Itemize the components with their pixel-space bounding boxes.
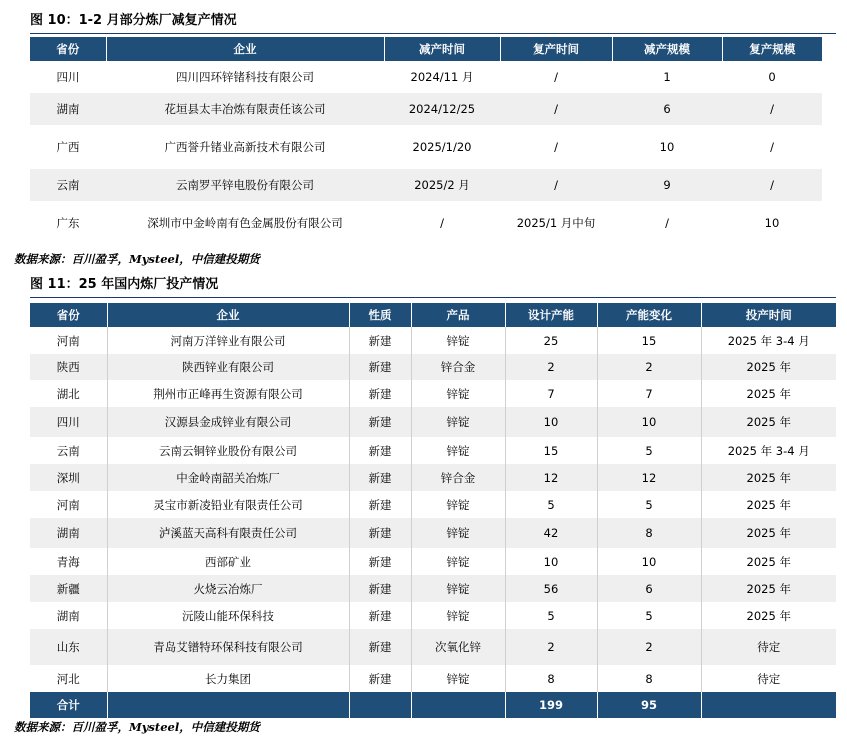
- table-cell: 广东: [56, 216, 80, 230]
- table-row: [30, 380, 836, 407]
- column-header: 性质: [349, 303, 411, 327]
- table-cell: 火烧云冶炼厂: [107, 575, 349, 602]
- table-cell: 6: [612, 93, 722, 125]
- table-cell: /: [554, 140, 558, 154]
- table-cell: 2: [505, 354, 597, 380]
- table-row: [30, 169, 822, 201]
- table-cell: 8: [597, 665, 701, 692]
- table-cell: 5: [505, 602, 597, 629]
- table-cell: 荆州市正峰再生资源有限公司: [107, 380, 349, 407]
- table-cell: /: [500, 93, 612, 125]
- table-row: [30, 327, 836, 354]
- table-row: [30, 629, 836, 665]
- table-cell: 新建: [349, 491, 411, 518]
- table-cell: 青海: [30, 548, 107, 575]
- table-cell: 深圳市中金岭南有色金属股份有限公司: [147, 216, 343, 230]
- table-cell: 锌锭: [411, 407, 505, 437]
- table-cell: 云南: [30, 437, 107, 464]
- table-cell: 8: [505, 665, 597, 692]
- table-cell: 锌锭: [411, 602, 505, 629]
- table-cell: 2025 年: [746, 497, 791, 512]
- table-cell: 2: [597, 354, 701, 380]
- table-cell: 锌合金: [411, 464, 505, 491]
- table-cell: 广西誉升锗业高新技术有限公司: [164, 140, 326, 154]
- column-header: 投产时间: [701, 303, 836, 327]
- column-header: 省份: [30, 303, 107, 327]
- table-row: [30, 125, 822, 169]
- column-header: 减产规模: [612, 37, 722, 61]
- table-cell: 2025 年: [746, 386, 791, 401]
- fig10-title-rule: [30, 33, 836, 34]
- table-cell: 长力集团: [107, 665, 349, 692]
- table-cell: 7: [505, 380, 597, 407]
- column-header: 产品: [411, 303, 505, 327]
- table-cell: /: [770, 140, 774, 154]
- table-cell: 2025 年: [746, 554, 791, 569]
- table-cell: 5: [505, 491, 597, 518]
- total-cell: [411, 692, 505, 718]
- table-cell: /: [665, 216, 669, 230]
- total-cell: [701, 692, 836, 718]
- table-cell: 2025 年 3-4 月: [727, 443, 810, 458]
- table-cell: 10: [505, 407, 597, 437]
- table-cell: 10: [597, 548, 701, 575]
- table-cell: 云南罗平锌电股份有限公司: [106, 169, 384, 201]
- table-cell: 5: [597, 437, 701, 464]
- table-row: [30, 518, 836, 548]
- table-cell: 2024/12/25: [384, 93, 500, 125]
- table-row: [30, 665, 836, 692]
- table-cell: 锌锭: [411, 575, 505, 602]
- table-row: [30, 407, 836, 437]
- table-cell: 新建: [349, 629, 411, 665]
- table-cell: 新疆: [30, 575, 107, 602]
- table-cell: /: [722, 169, 822, 201]
- table-row: [30, 201, 822, 245]
- table-cell: 8: [597, 518, 701, 548]
- table-cell: 15: [505, 437, 597, 464]
- table-cell: 待定: [701, 629, 836, 665]
- table-row: [30, 548, 836, 575]
- table-cell: 锌锭: [411, 380, 505, 407]
- table-cell: 新建: [349, 575, 411, 602]
- table-cell: 25: [505, 327, 597, 354]
- table-row: [30, 602, 836, 629]
- table-cell: 12: [505, 464, 597, 491]
- table-cell: 2: [505, 629, 597, 665]
- table-cell: 0: [768, 70, 776, 84]
- column-header: 企业: [106, 37, 384, 61]
- table-cell: 10: [764, 216, 780, 230]
- table-cell: 河南: [30, 327, 107, 354]
- table-cell: 6: [597, 575, 701, 602]
- table-cell: 汉源县金成锌业有限公司: [107, 407, 349, 437]
- table-cell: 陕西锌业有限公司: [107, 354, 349, 380]
- table-cell: 新建: [349, 602, 411, 629]
- column-header: 设计产能: [505, 303, 597, 327]
- table-cell: 中金岭南韶关冶炼厂: [107, 464, 349, 491]
- table-cell: 2025/2 月: [384, 169, 500, 201]
- column-header: 复产时间: [500, 37, 612, 61]
- table-cell: 新建: [349, 354, 411, 380]
- table-cell: 锌锭: [411, 437, 505, 464]
- table-row: [30, 61, 822, 93]
- table-row: [30, 354, 836, 380]
- table-cell: 2025/1 月中旬: [516, 216, 596, 230]
- table-cell: 湖南: [30, 93, 106, 125]
- table-cell: 云南云铜锌业股份有限公司: [107, 437, 349, 464]
- column-header: 减产时间: [384, 37, 500, 61]
- table-cell: 10: [659, 140, 675, 154]
- table-cell: 河北: [30, 665, 107, 692]
- column-header: 企业: [107, 303, 349, 327]
- table-cell: 2025 年: [701, 518, 836, 548]
- table-cell: 河南万洋锌业有限公司: [107, 327, 349, 354]
- table-row: [30, 491, 836, 518]
- table-cell: 沅陵山能环保科技: [107, 602, 349, 629]
- table-cell: 2025 年 3-4 月: [727, 333, 810, 348]
- table-cell: 42: [505, 518, 597, 548]
- table-cell: 四川四环锌锗科技有限公司: [176, 70, 314, 84]
- table-cell: 2025 年: [746, 608, 791, 623]
- total-row: [30, 692, 836, 718]
- table-cell: 2025 年: [701, 407, 836, 437]
- table-cell: 广西: [56, 140, 80, 154]
- table-header-row: [30, 303, 836, 327]
- fig11-table: [30, 303, 836, 718]
- column-header: 产能变化: [597, 303, 701, 327]
- total-cell: [349, 692, 411, 718]
- table-cell: 陕西: [30, 354, 107, 380]
- table-cell: 深圳: [30, 464, 107, 491]
- table-cell: 湖南: [30, 602, 107, 629]
- table-header-row: [30, 37, 822, 61]
- fig10-title: 图 10：1-2 月部分炼厂减复产情况: [30, 13, 237, 28]
- table-cell: 56: [505, 575, 597, 602]
- table-row: [30, 437, 836, 464]
- table-cell: /: [440, 216, 444, 230]
- table-cell: 西部矿业: [107, 548, 349, 575]
- table-row: [30, 464, 836, 491]
- table-cell: /: [554, 70, 558, 84]
- table-cell: /: [722, 93, 822, 125]
- total-cell: [107, 692, 349, 718]
- table-cell: 10: [505, 548, 597, 575]
- table-cell: 新建: [349, 665, 411, 692]
- table-cell: 新建: [349, 407, 411, 437]
- table-cell: 新建: [349, 464, 411, 491]
- table-cell: 新建: [349, 380, 411, 407]
- fig11-title-rule: [30, 297, 836, 298]
- fig11-source: 数据来源：百川盈孚，Mysteel，中信建投期货: [14, 720, 260, 734]
- table-cell: 河南: [30, 491, 107, 518]
- table-cell: 9: [612, 169, 722, 201]
- table-cell: 锌锭: [411, 548, 505, 575]
- table-cell: 15: [597, 327, 701, 354]
- table-cell: 5: [597, 602, 701, 629]
- table-cell: /: [500, 169, 612, 201]
- table-cell: 10: [597, 407, 701, 437]
- table-cell: 2025 年: [701, 464, 836, 491]
- table-cell: 2024/11 月: [410, 70, 474, 84]
- table-cell: 花垣县太丰冶炼有限责任该公司: [106, 93, 384, 125]
- table-cell: 锌合金: [411, 354, 505, 380]
- column-header: 省份: [30, 37, 106, 61]
- table-cell: 1: [663, 70, 671, 84]
- table-cell: 次氧化锌: [411, 629, 505, 665]
- table-cell: 2025 年: [701, 575, 836, 602]
- table-cell: 2025/1/20: [412, 140, 472, 154]
- table-cell: 新建: [349, 437, 411, 464]
- table-cell: 新建: [349, 548, 411, 575]
- table-row: [30, 93, 822, 125]
- table-cell: 锌锭: [411, 491, 505, 518]
- table-cell: 湖南: [30, 518, 107, 548]
- fig10-table: [30, 37, 822, 245]
- table-cell: 2025 年: [701, 354, 836, 380]
- table-cell: 泸溪蓝天高科有限责任公司: [107, 518, 349, 548]
- total-cell: 199: [505, 692, 597, 718]
- table-cell: 四川: [56, 70, 80, 84]
- table-cell: 湖北: [30, 380, 107, 407]
- table-cell: 待定: [757, 671, 781, 686]
- table-cell: 锌锭: [411, 327, 505, 354]
- fig10-source: 数据来源：百川盈孚，Mysteel，中信建投期货: [14, 252, 260, 266]
- column-header: 复产规模: [722, 37, 822, 61]
- table-row: [30, 575, 836, 602]
- table-cell: 5: [597, 491, 701, 518]
- table-cell: 2: [597, 629, 701, 665]
- table-cell: 锌锭: [411, 518, 505, 548]
- table-cell: 山东: [30, 629, 107, 665]
- fig11-title: 图 11：25 年国内炼厂投产情况: [30, 277, 219, 292]
- total-cell: 合计: [30, 692, 107, 718]
- table-cell: 锌锭: [411, 665, 505, 692]
- table-cell: 新建: [349, 327, 411, 354]
- table-cell: 12: [597, 464, 701, 491]
- table-cell: 云南: [30, 169, 106, 201]
- table-cell: 青岛艾镨特环保科技有限公司: [107, 629, 349, 665]
- total-cell: 95: [597, 692, 701, 718]
- table-cell: 新建: [349, 518, 411, 548]
- table-cell: 7: [597, 380, 701, 407]
- table-cell: 灵宝市新凌铅业有限责任公司: [107, 491, 349, 518]
- table-cell: 四川: [30, 407, 107, 437]
